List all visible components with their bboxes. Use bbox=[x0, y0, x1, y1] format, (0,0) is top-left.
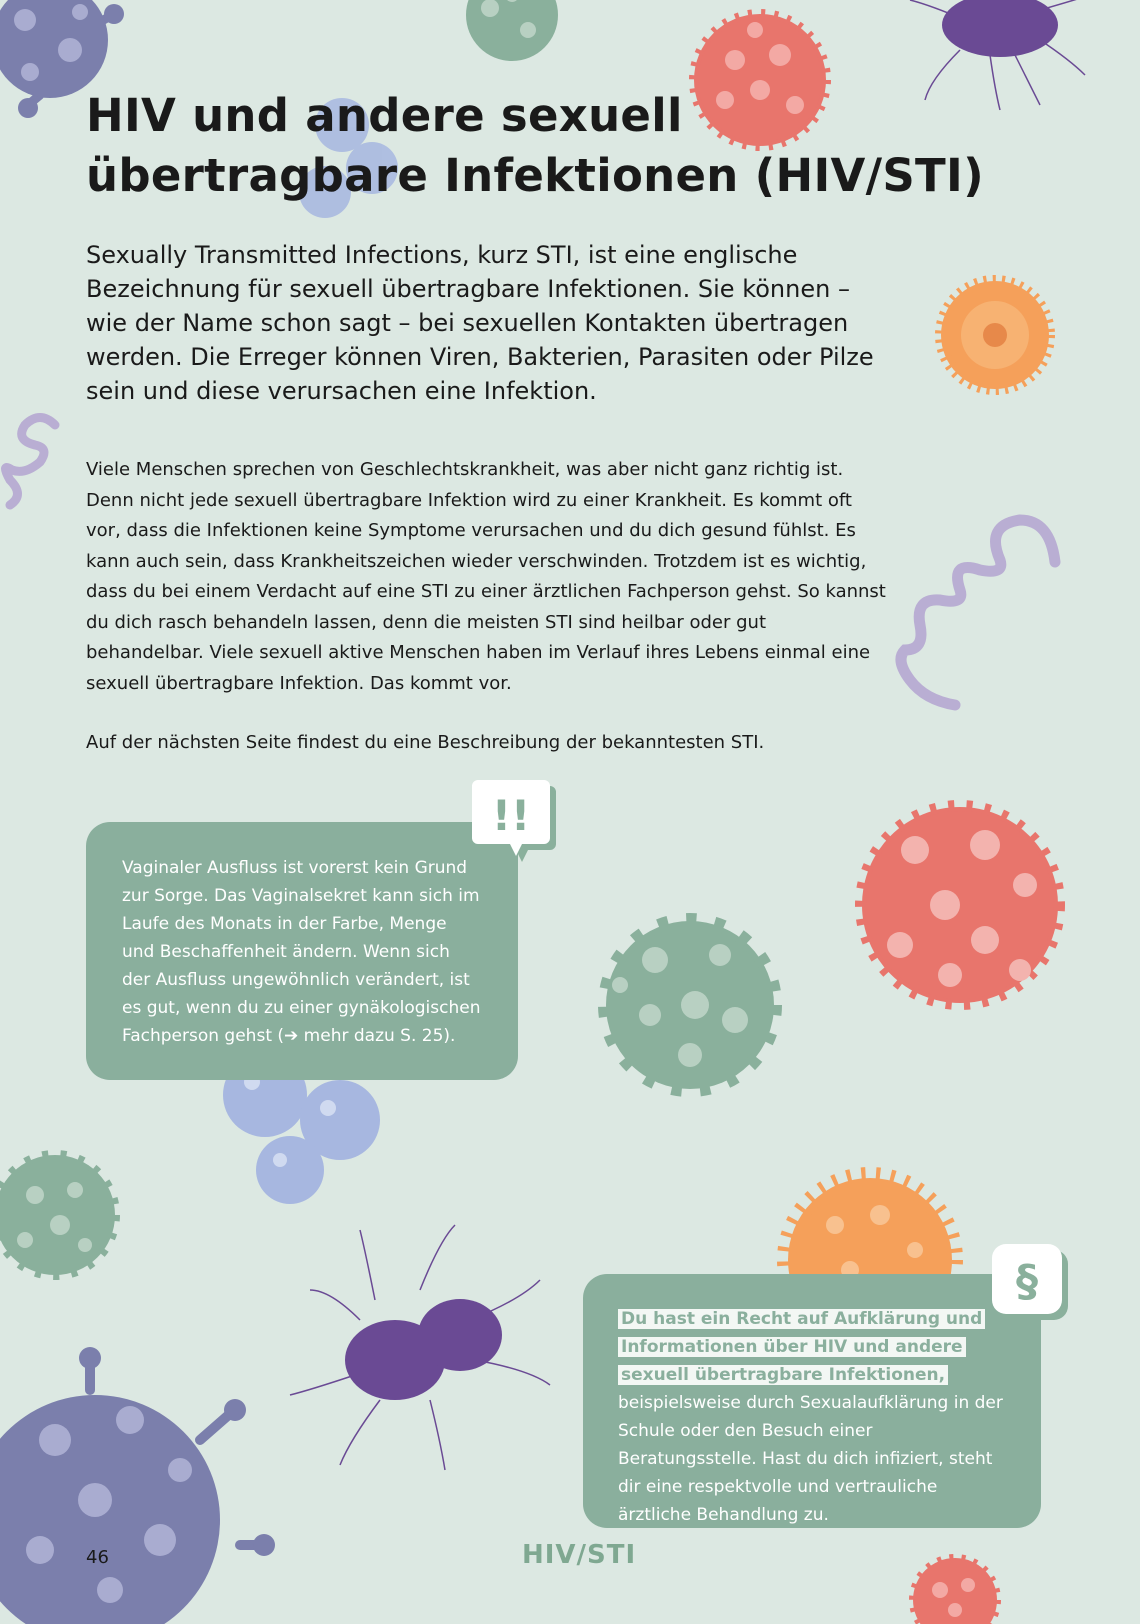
info-box-body: Vaginaler Ausfluss ist vorerst kein Grund zur Sorge. Das Vaginalsekret kann sich im Laufe des Monats in der Farbe, Menge und Beschaffenheit ändern. Wenn sich der Ausfluss ungewöhnlich verändert, ist es gut, wenn du zu einer gynäkologischen Fachperson gehst ( bbox=[122, 858, 481, 1046]
paragraph-sign-icon bbox=[990, 1242, 1070, 1322]
section-footer-label: HIV/STI bbox=[522, 1540, 637, 1570]
info-box bbox=[86, 822, 518, 1080]
info-box-text bbox=[122, 854, 482, 1050]
page-title: HIV und andere sexuell übertragbare Infektionen (HIV/STI) bbox=[86, 89, 984, 202]
law-box bbox=[583, 1274, 1041, 1528]
arrow-right-icon: ➔ bbox=[284, 1026, 299, 1046]
lead-paragraph: Sexually Transmitted Infections, kurz STI, ist eine englische Bezeichnung für sexuell übertragbare Infektionen. Sie können – wie der Name schon sagt – bei sexuellen Kontakten übertragen werden. Die Erreger können Viren, Bakterien, Parasiten oder Pilze sein und diese verursachen eine Infektion. bbox=[86, 241, 874, 405]
next-page-note: Auf der nächsten Seite findest du eine Beschreibung der bekanntesten STI. bbox=[86, 732, 765, 753]
exclamation-bubble-label: !! bbox=[491, 791, 531, 840]
paragraph-sign-label: § bbox=[1016, 1256, 1038, 1307]
info-box-reference: mehr dazu S. 25). bbox=[298, 1026, 456, 1046]
body-paragraph: Viele Menschen sprechen von Geschlechtskrankheit, was aber nicht ganz richtig ist. Denn nicht jede sexuell übertragbare Infektion wird zu einer Krankheit. Es kommt oft vor, dass die Infektionen keine Symptome verursachen und du dich gesund fühlst. Es kann auch sein, dass Krankheitszeichen wieder verschwinden. Trotzdem ist es wichtig, dass du bei einem Verdacht auf eine STI zu einer ärztlichen Fachperson gehst. So kannst du dich rasch behandeln lassen, denn die meisten STI sind heilbar oder gut behandelbar. Viele sexuell aktive Menschen haben im Verlauf ihres Lebens einmal eine sexuell übertragbare Infektion. Das kommt vor. bbox=[86, 459, 886, 694]
page-number: 46 bbox=[86, 1547, 109, 1568]
law-box-highlight: Du hast ein Recht auf Aufklärung und Informationen über HIV und andere sexuell übertragbare Infektionen, bbox=[618, 1309, 985, 1385]
law-box-text bbox=[618, 1305, 1013, 1529]
law-box-body: beispielsweise durch Sexualaufklärung in der Schule oder den Besuch einer Beratungsstelle. Hast du dich infiziert, steht dir eine respektvolle und vertrauliche ärztliche Behandlung zu. bbox=[618, 1393, 1003, 1525]
exclamation-bubble-icon bbox=[470, 778, 558, 870]
